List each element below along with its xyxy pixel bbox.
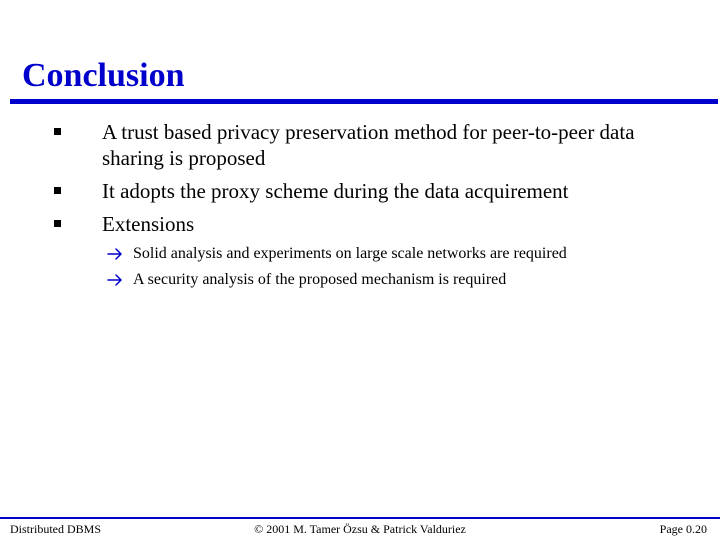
square-bullet-icon <box>54 187 61 194</box>
arrow-right-icon <box>106 270 126 290</box>
footer-rule <box>0 517 720 519</box>
square-bullet-icon <box>54 128 61 135</box>
footer-course: Distributed DBMS <box>10 522 102 536</box>
bullet-text: It adopts the proxy scheme during the data acquirement <box>102 179 569 203</box>
sub-bullet-list <box>106 244 666 296</box>
footer-copyright: © 2001 M. Tamer Özsu & Patrick Valduriez <box>254 522 466 536</box>
bullet-item <box>54 119 694 171</box>
bullet-text: A trust based privacy preservation method for peer-to-peer data sharing is proposed <box>102 120 635 170</box>
bullet-item <box>54 178 694 204</box>
arrow-right-icon <box>106 244 126 264</box>
bullet-text: Extensions <box>102 212 195 236</box>
sub-bullet-text: Solid analysis and experiments on large scale networks are required <box>133 245 567 262</box>
sub-bullet-text: A security analysis of the proposed mechanism is required <box>133 271 507 288</box>
sub-bullet-item <box>106 244 666 264</box>
bullet-list <box>54 119 694 244</box>
square-bullet-icon <box>54 220 61 227</box>
page-number: Page 0.20 <box>659 522 707 536</box>
bullet-item <box>54 211 694 237</box>
sub-bullet-item <box>106 270 666 290</box>
slide-title: Conclusion <box>22 57 185 94</box>
title-rule <box>10 99 718 104</box>
